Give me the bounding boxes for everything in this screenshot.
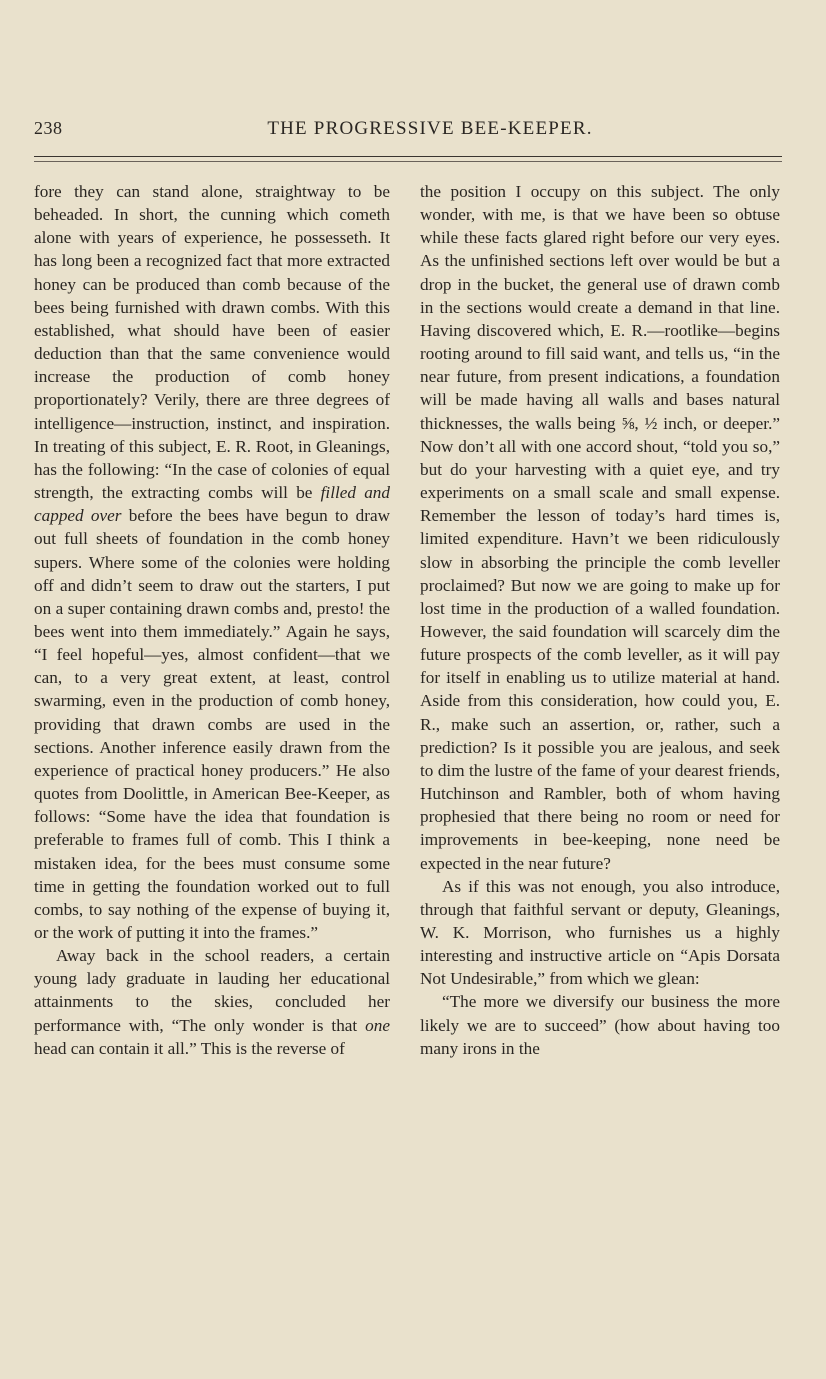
left-p2-text-a: Away back in the school readers, a certain young lady graduate in lauding her educational attainments to the skies, concluded her performance with, “The only wonder is that [34, 946, 390, 1035]
right-paragraph-3: “The more we diversify our business the more likely we are to succeed” (how about having too many irons in the [420, 992, 780, 1058]
header-rule-thin [34, 161, 782, 162]
right-column [420, 180, 780, 1060]
left-p1-italic: filled and capped over [34, 483, 390, 526]
right-paragraph-2: As if this was not enough, you also introduce, through that faithful servant or deputy, Gleanings, W. K. Morrison, who furnishes us a highly interesting and instructive article on “Apis Dorsata Not Undesirable,” from which we glean: [420, 876, 780, 989]
running-title: THE PROGRESSIVE BEE-KEEPER. [267, 118, 593, 139]
left-column [34, 180, 390, 1060]
header-rule [34, 156, 782, 157]
right-paragraph-1: the position I occupy on this subject. The only wonder, with me, is that we have been so obtuse while these facts glared right before our very eyes. As the unfinished sections left over would be but a drop in the bucket, the general use of drawn comb in the sections would create a demand in that line. Having discovered which, E. R.—rootlike—begins rooting around to fill said want, and tells us, “in the near future, from present indications, a foundation will be made having all walls and bases natural thicknesses, the walls being ⅝, ½ inch, or deeper.” Now don’t all with one accord shout, “told you so,” but do your harvesting with a quiet eye, and try experiments on a small scale and small expense. Remember the lesson of today’s hard times is, limited expenditure. Havn’t we been ridiculously slow in absorbing the principle the comb leveller proclaimed? But now we are going to make up for lost time in the production of a walled foundation. However, the said foundation will scarcely dim the future prospects of the comb leveller, as it will pay for itself in enabling us to utilize material at hand. Aside from this consideration, how could you, E. R., make such an assertion, or, rather, such a prediction? Is it possible you are jealous, and seek to dim the lustre of the fame of your dearest friends, Hutchinson and Rambler, both of whom having prophesied that there being no room or need for improvements in bee-keeping, none need be expected in the near future? [420, 182, 780, 873]
left-paragraph-2 [34, 944, 390, 1060]
left-p1-text-b: before the bees have begun to draw out full sheets of foundation in the comb honey supers. Where some of the colonies were holding off and didn’t seem to draw out the starters, I put on a super containing drawn combs and, presto! the bees went into them immediately.” Again he says, “I feel hopeful—yes, almost confident—that we can, to a very great extent, at least, control swarming, even in the production of comb honey, providing that drawn combs are used in the sections. Another inference easily drawn from the experience of practical honey producers.” He also quotes from Doolittle, in American Bee-Keeper, as follows: “Some have the idea that foundation is preferable to frames full of comb. This I think a mistaken idea, for the bees must consume some time in getting the foundation worked out to full combs, to say nothing of the expense of buying it, or the work of putting it into the frames.” [34, 506, 390, 942]
page-header [34, 118, 796, 144]
page-number: 238 [34, 118, 63, 138]
left-paragraph-1 [34, 180, 390, 944]
left-p1-text-a: fore they can stand alone, straightway to be beheaded. In short, the cunning which cometh alone with years of experience, he possesseth. It has long been a recognized fact that more extracted honey can be produced than comb because of the bees being furnished with drawn combs. With this established, what should have been of easier deduction than that the same convenience would increase the production of comb honey proportionately? Verily, there are three degrees of intelligence—instruction, instinct, and inspiration. In treating of this subject, E. R. Root, in Gleanings, has the following: “In the case of colonies of equal strength, the extracting combs will be [34, 182, 390, 503]
left-p2-text-b: head can contain it all.” This is the reverse of [34, 1038, 345, 1058]
left-p2-italic: one [365, 1015, 390, 1035]
